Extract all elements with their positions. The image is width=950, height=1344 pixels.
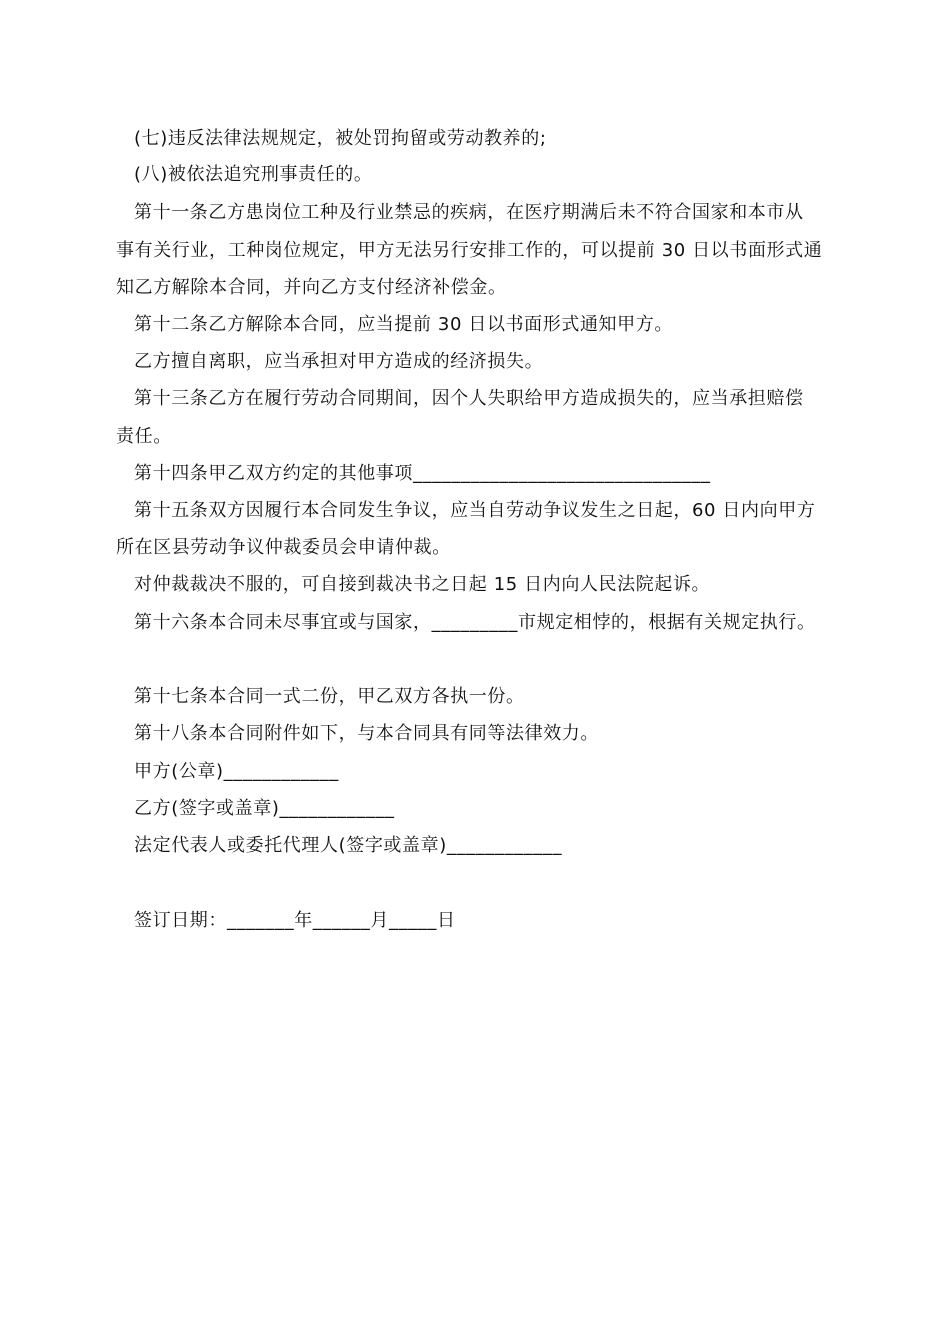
party-a-seal: 甲方(公章)____________ bbox=[134, 761, 339, 782]
article-14: 第十四条甲乙双方约定的其他事项_______________________________ bbox=[134, 463, 711, 484]
party-b-signature: 乙方(签字或盖章)____________ bbox=[134, 798, 395, 819]
clause-eight-item: (八)被依法追究刑事责任的。 bbox=[134, 164, 373, 185]
article-16: 第十六条本合同未尽事宜或与国家，_________市规定相悖的，根据有关规定执行。 bbox=[134, 612, 816, 633]
article-15-line-2: 所在区县劳动争议仲裁委员会申请仲裁。 bbox=[116, 537, 451, 558]
article-11-line-2: 事有关行业，工种岗位规定，甲方无法另行安排工作的，可以提前 30 日以书面形式通 bbox=[116, 240, 823, 261]
article-11-line-1: 第十一条乙方患岗位工种及行业禁忌的疾病，在医疗期满后未不符合国家和本市从 bbox=[134, 202, 804, 223]
article-15-note: 对仲裁裁决不服的，可自接到裁决书之日起 15 日内向人民法院起诉。 bbox=[134, 574, 711, 595]
article-13-line-2: 责任。 bbox=[116, 426, 172, 447]
legal-representative-signature: 法定代表人或委托代理人(签字或盖章)____________ bbox=[134, 835, 563, 856]
article-17: 第十七条本合同一式二份，甲乙双方各执一份。 bbox=[134, 686, 525, 707]
article-13-line-1: 第十三条乙方在履行劳动合同期间，因个人失职给甲方造成损失的，应当承担赔偿 bbox=[134, 388, 804, 409]
article-11-line-3: 知乙方解除本合同，并向乙方支付经济补偿金。 bbox=[116, 277, 507, 298]
article-12-note: 乙方擅自离职，应当承担对甲方造成的经济损失。 bbox=[134, 351, 544, 372]
signing-date: 签订日期：_______年______月_____日 bbox=[134, 910, 456, 931]
article-12: 第十二条乙方解除本合同，应当提前 30 日以书面形式通知甲方。 bbox=[134, 314, 673, 335]
article-18: 第十八条本合同附件如下，与本合同具有同等法律效力。 bbox=[134, 723, 599, 744]
article-15-line-1: 第十五条双方因履行本合同发生争议，应当自劳动争议发生之日起，60 日内向甲方 bbox=[134, 500, 816, 521]
clause-seven-item: (七)违反法律法规规定，被处罚拘留或劳动教养的; bbox=[134, 128, 547, 149]
